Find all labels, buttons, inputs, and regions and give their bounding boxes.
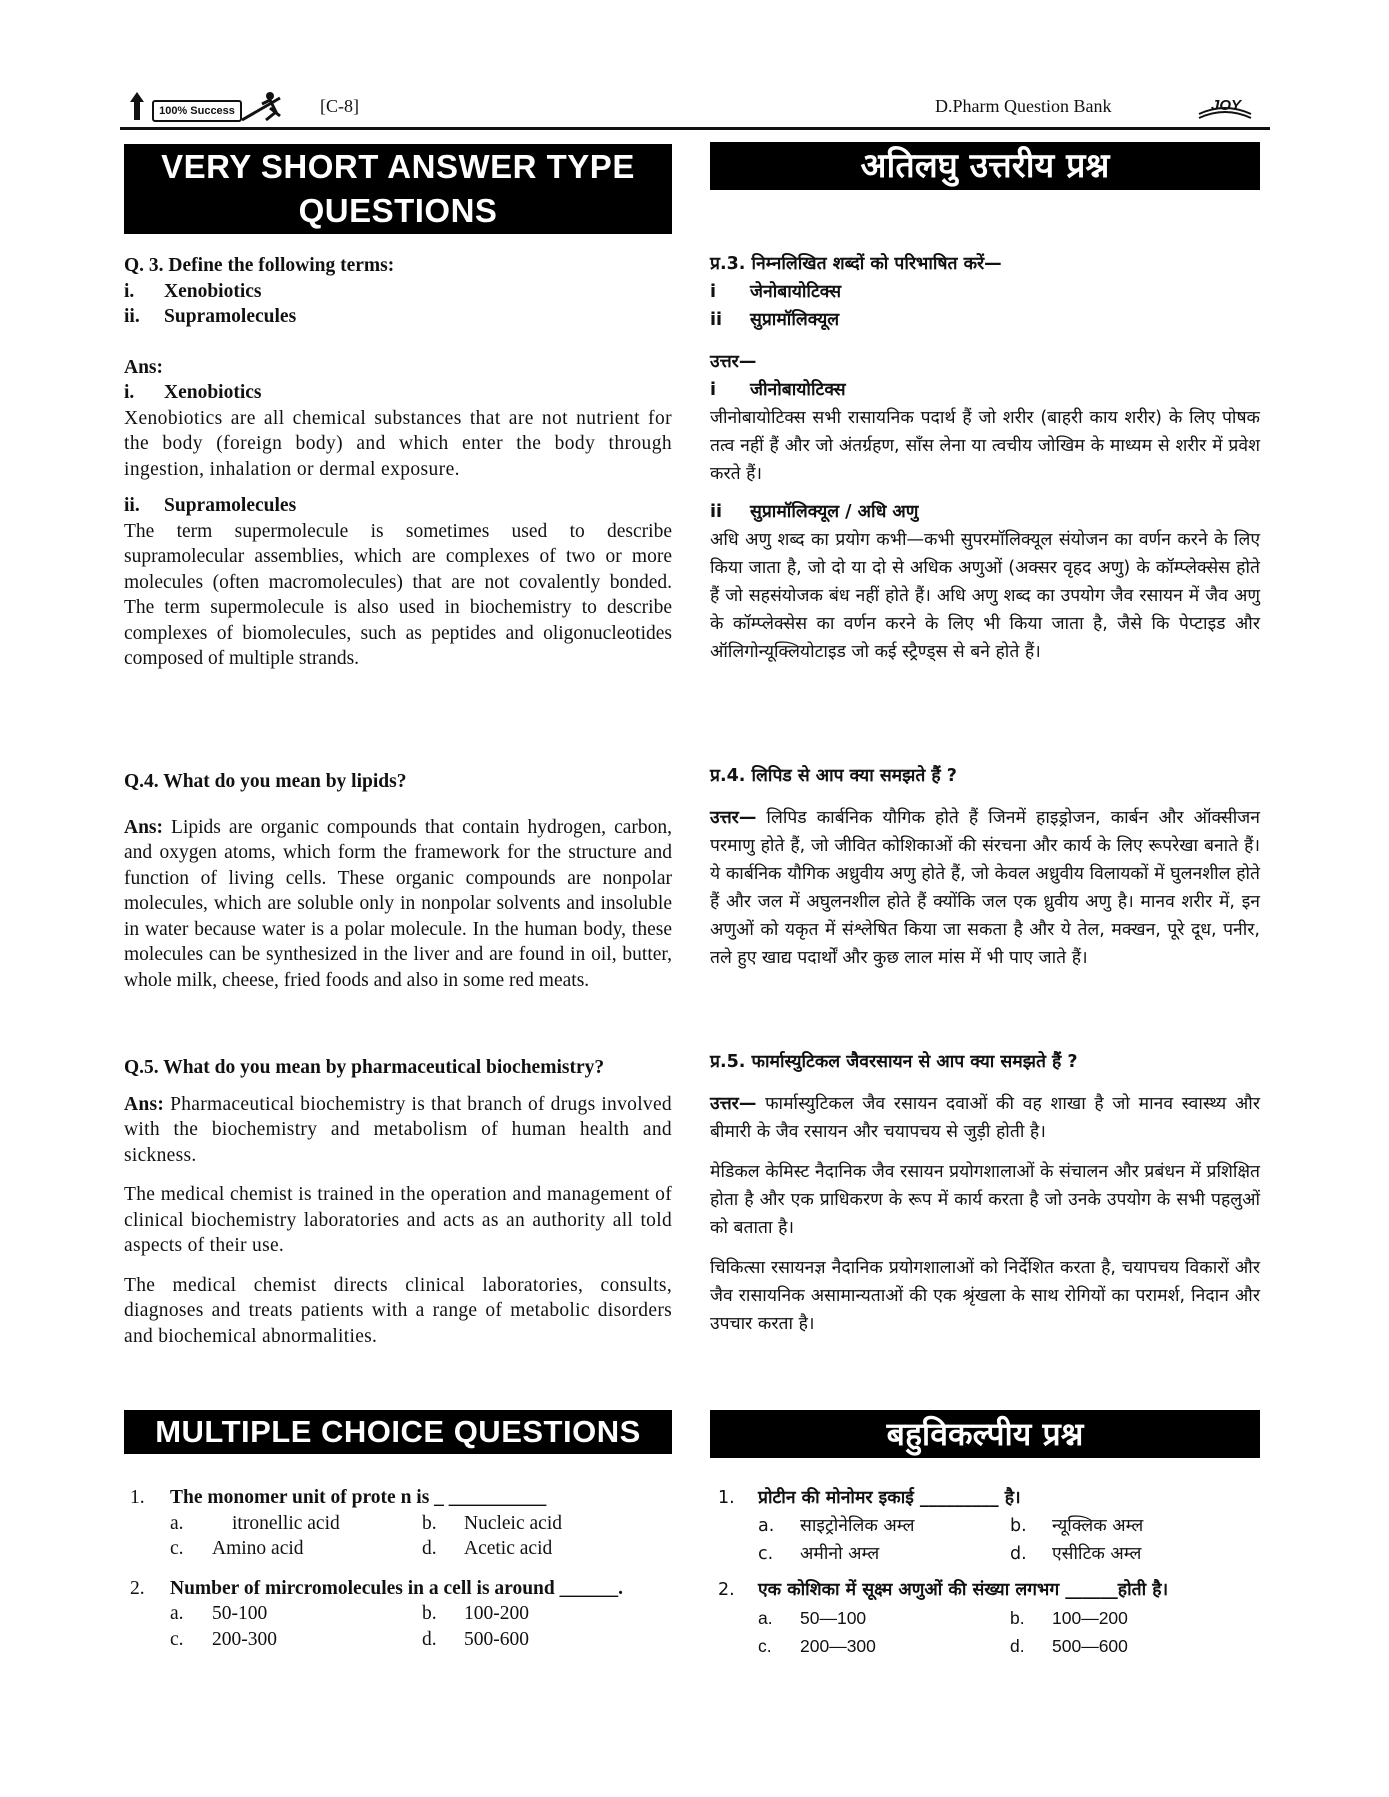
brand-text: JOY xyxy=(1211,97,1242,114)
mcq2-option-c-hi[interactable]: 200—300 xyxy=(800,1636,876,1656)
mcq1-question-en: The monomer unit of prote n is _ __________ xyxy=(170,1487,547,1508)
mcq-list-en xyxy=(130,1485,672,1652)
mcq2-option-d[interactable]: 500-600 xyxy=(464,1628,529,1650)
vsa-banner-en xyxy=(124,144,672,234)
mcq-banner-hi: बहुविकल्पीय प्रश्न xyxy=(710,1410,1260,1458)
q3-part1-title: i. Xenobiotics xyxy=(124,382,262,403)
q3-part2-text-hi: अधि अणु शब्द का प्रयोग कभी—कभी सुपरमॉलिक्यूल संयोजन का वर्णन करने के लिए किया जाता है, जो दो या दो से अधिक अणुओं (अक्सर वृहद अणु) के कॉम्प्लेक्सेस होते हैं जो सहसंयोजक बंध नहीं होते हैं। अधि अणु शब्द का उपयोग जैव रसायन में जैव अणु के कॉम्प्लेक्सेस का वर्णन करने के लिए भी किया जाता है, जैसे कि पेप्टाइड और ऑलिगोन्यूक्लियोटाइड जो कई स्ट्रैण्ड्स से बने होते हैं। xyxy=(710,530,1260,662)
q3-term-2-hi: ii सुप्रामॉलिक्यूल xyxy=(710,310,840,330)
q4-question: Q.4. What do you mean by lipids? xyxy=(124,771,407,792)
q5-para1: Ans: Pharmaceutical biochemistry is that branch of drugs involved with the biochemistry and metabolism of human health and sickness. xyxy=(124,1093,672,1166)
mcq2-option-c[interactable]: 200-300 xyxy=(212,1628,277,1650)
mcq1-options-en: a. itronellic acid b. Nucleic acid c. Amino acid d. Acetic acid xyxy=(170,1511,672,1562)
mcq2-options-hi: a. 50—100 b. 100—200 c. 200—300 d. 500—600 xyxy=(758,1604,1260,1660)
mcq1-option-c-hi[interactable]: अमीनो अम्ल xyxy=(800,1544,880,1564)
mcq1-option-b[interactable]: Nucleic acid xyxy=(464,1512,562,1534)
q3-section-hi xyxy=(710,250,1260,666)
q4-section-en xyxy=(124,769,672,993)
q3-part2-text: The term supermolecule is sometimes used to describe supramolecular assemblies, which are complexes of two or more molecules (often macromolecules) that are not covalently bonded. The term supermolecule is also used in biochemistry to describe complexes of biomolecules, such as peptides and oligonucleotides composed of multiple strands. xyxy=(124,520,672,669)
mcq2-option-a-hi[interactable]: 50—100 xyxy=(800,1608,867,1628)
q3-part1-text: Xenobiotics are all chemical substances that are not nutrient for the body (foreign body) and which enter the body through ingestion, inhalation or dermal exposure. xyxy=(124,407,672,480)
mcq-list-hi xyxy=(718,1484,1260,1660)
vsa-banner-hi: अतिलघु उत्तरीय प्रश्न xyxy=(710,142,1260,190)
q5-para1-hi: उत्तर— फार्मास्युटिकल जैव रसायन दवाओं की वह शाखा है जो मानव स्वास्थ्य और बीमारी के जैव रसायन और चयापचय से जुड़ी होती है। xyxy=(710,1094,1260,1142)
q3-term-1-hi: i जेनोबायोटिक्स xyxy=(710,282,842,302)
success-logo xyxy=(130,90,290,124)
mcq1-option-b-hi[interactable]: न्यूक्लिक अम्ल xyxy=(1052,1516,1144,1536)
q3-term-2: ii. Supramolecules xyxy=(124,306,297,327)
q3-part1-text-hi: जीनोबायोटिक्स सभी रासायनिक पदार्थ हैं जो शरीर (बाहरी काय शरीर) के लिए पोषक तत्व नहीं हैं और जो अंतर्ग्रहण, साँस लेना या त्वचीय जोखिम के माध्यम से शरीर में प्रवेश करते हैं। xyxy=(710,408,1260,484)
q3-question-hi: प्र.3. निम्नलिखित शब्दों को परिभाषित करें— xyxy=(710,254,1002,274)
q3-ans-label-hi: उत्तर— xyxy=(710,352,757,372)
q5-para3: The medical chemist directs clinical laboratories, consults, diagnoses and treats patients with a range of metabolic disorders and biochemical abnormalities. xyxy=(124,1274,672,1347)
mcq1-option-d[interactable]: Acetic acid xyxy=(464,1538,553,1559)
mcq1-options-hi: a. साइट्रोनेलिक अम्ल b. न्यूक्लिक अम्ल c. अमीनो अम्ल d. एसीटिक अम्ल xyxy=(758,1512,1260,1568)
mcq1-option-d-hi[interactable]: एसीटिक अम्ल xyxy=(1052,1544,1142,1564)
q3-section-en xyxy=(124,253,672,672)
logo-text: 100% Success xyxy=(152,100,242,122)
q4-question-hi: प्र.4. लिपिड से आप क्या समझते हैं ? xyxy=(710,766,957,786)
mcq1-option-a-hi[interactable]: साइट्रोनेलिक अम्ल xyxy=(800,1516,915,1536)
mcq-item-2-en: 2. Number of mircromolecules in a cell is around ______. a. 50-100 b. 100-200 c. 200-300 d. 500-600 xyxy=(130,1576,672,1653)
mcq-item-2-hi: 2. एक कोशिका में सूक्ष्म अणुओं की संख्या लगभग ______होती है। a. 50—100 b. 100—200 c. 200—300 d. 500—600 xyxy=(718,1576,1260,1660)
mcq2-question-en: Number of mircromolecules in a cell is around ______. xyxy=(170,1577,623,1599)
mcq2-question-hi: एक कोशिका में सूक्ष्म अणुओं की संख्या लगभग ______होती है। xyxy=(758,1580,1169,1600)
vsa-banner-line2: QUESTIONS xyxy=(298,192,498,229)
mcq2-option-d-hi[interactable]: 500—600 xyxy=(1052,1636,1128,1656)
mcq2-options-en: a. 50-100 b. 100-200 c. 200-300 d. 500-600 xyxy=(170,1601,672,1652)
mcq1-option-c[interactable]: Amino acid xyxy=(212,1538,304,1559)
q5-section-hi xyxy=(710,1048,1260,1338)
q5-question: Q.5. What do you mean by pharmaceutical biochemistry? xyxy=(124,1057,605,1078)
page-code: [C-8] xyxy=(320,96,359,116)
page-header xyxy=(120,88,1270,128)
q4-answer-hi: उत्तर— लिपिड कार्बनिक यौगिक होते हैं जिनमें हाइड्रोजन, कार्बन और ऑक्सीजन परमाणु होते हैं, जो जीवित कोशिकाओं की संरचना और कार्य के लिए रूपरेखा बनाते हैं। ये कार्बनिक यौगिक अध्रुवीय अणु होते हैं, जो केवल अध्रुवीय विलायकों में घुलनशील होते हैं और जल में अघुलनशील होते हैं क्योंकि जल एक ध्रुवीय अणु है। मानव शरीर में, इन अणुओं को यकृत में संश्लेषित किया जा सकता है और ये तेल, मक्खन, पूरे दूध, पनीर, तले हुए खाद्य पदार्थों और कुछ लाल मांस में भी पाए जाते हैं। xyxy=(710,808,1260,968)
q5-para2-hi: मेडिकल केमिस्ट नैदानिक जैव रसायन प्रयोगशालाओं के संचालन और प्रबंधन में प्रशिक्षित होता है और एक प्राधिकरण के रूप में कार्य करता है जो उनके उपयोग के सभी पहलुओं को बताता है। xyxy=(710,1162,1260,1238)
joy-logo xyxy=(1195,90,1255,124)
q3-question: Q. 3. Define the following terms: xyxy=(124,255,395,276)
book-title: D.Pharm Question Bank xyxy=(935,96,1112,116)
q3-part2-title-hi: ii सुप्रामॉलिक्यूल / अधि अणु xyxy=(710,502,919,522)
q5-section-en xyxy=(124,1055,672,1349)
q5-para3-hi: चिकित्सा रसायनज्ञ नैदानिक प्रयोगशालाओं को निर्देशित करता है, चयापचय विकारों और जैव रासायनिक असामान्यताओं की एक श्रृंखला के साथ रोगियों का परामर्श, निदान और उपचार करता है। xyxy=(710,1258,1260,1334)
q3-term-1: i. Xenobiotics xyxy=(124,280,262,302)
q4-section-hi xyxy=(710,762,1260,972)
q4-answer: Ans: Lipids are organic compounds that contain hydrogen, carbon, and oxygen atoms, which form the framework for the structure and function of living cells. These organic compounds are nonpolar molecules, which are soluble only in nonpolar solvents and insoluble in water because water is a polar molecule. In the human body, these molecules can be synthesized in the liver and are found in oil, butter, whole milk, cheese, fried foods and also in some red meats. xyxy=(124,816,672,991)
mcq2-option-b-hi[interactable]: 100—200 xyxy=(1052,1608,1128,1628)
mcq1-question-hi: प्रोटीन की मोनोमर इकाई _________ है। xyxy=(758,1488,1021,1508)
book-icon xyxy=(1195,90,1255,124)
mcq-item-1-hi: 1. प्रोटीन की मोनोमर इकाई _________ है। a. साइट्रोनेलिक अम्ल b. न्यूक्लिक अम्ल c. अमीनो अम्ल d. एसीटिक अम्ल xyxy=(718,1484,1260,1568)
mcq2-option-a[interactable]: 50-100 xyxy=(212,1603,268,1624)
q3-part1-title-hi: i जीनोबायोटिक्स xyxy=(710,380,846,400)
q5-question-hi: प्र.5. फार्मास्युटिकल जैवरसायन से आप क्या समझते हैं ? xyxy=(710,1052,1078,1072)
mcq1-option-a[interactable]: itronellic acid xyxy=(232,1512,340,1534)
vsa-banner-line1: VERY SHORT ANSWER TYPE xyxy=(161,148,635,185)
q5-para2: The medical chemist is trained in the operation and management of clinical biochemistry laboratories and acts as an authority all told aspects of their use. xyxy=(124,1184,672,1256)
q3-ans-label: Ans: xyxy=(124,356,164,378)
q3-part2-title: ii. Supramolecules xyxy=(124,495,297,516)
mcq-banner-en: MULTIPLE CHOICE QUESTIONS xyxy=(124,1410,672,1454)
mcq-item-1-en: 1. The monomer unit of prote n is _ __________ a. itronellic acid b. Nucleic acid c. Amino acid d. Acetic acid xyxy=(130,1485,672,1562)
mcq2-option-b[interactable]: 100-200 xyxy=(464,1603,529,1624)
header-divider xyxy=(120,127,1270,130)
